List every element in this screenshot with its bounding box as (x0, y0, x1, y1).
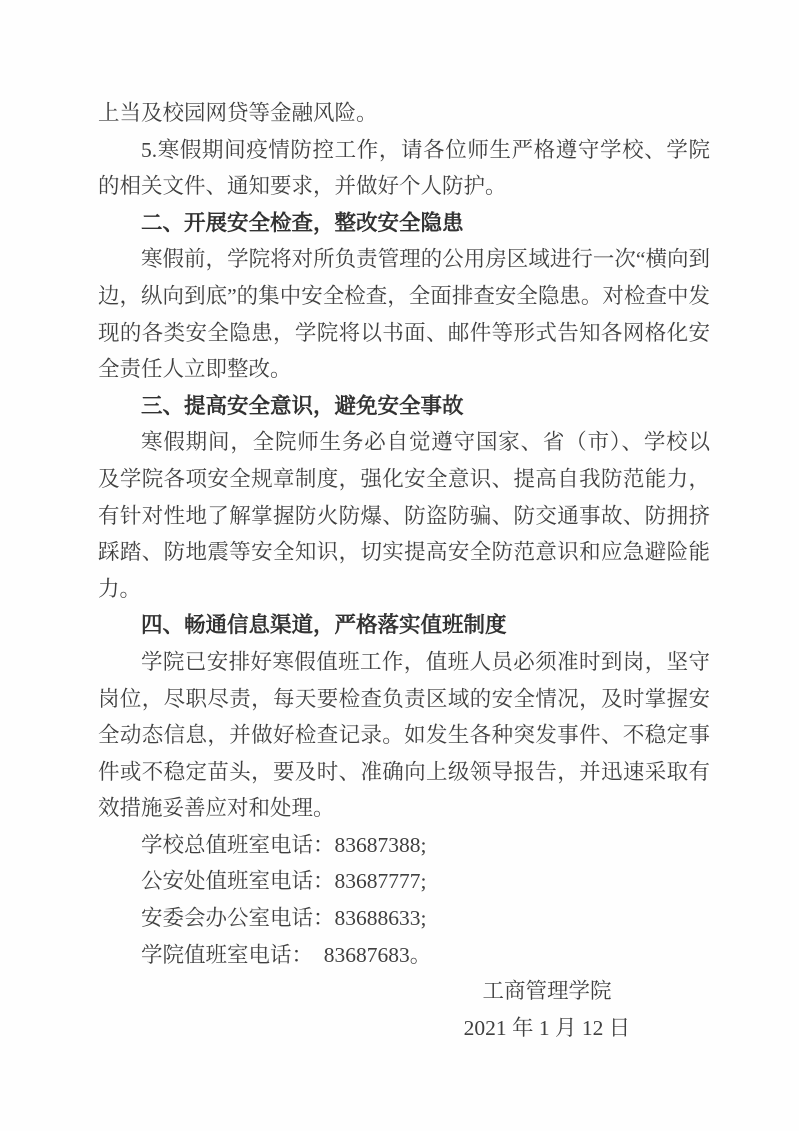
paragraph-continuation: 上当及校园网贷等金融风险。 (98, 101, 378, 125)
signature-date: 2021 年 1 月 12 日 (463, 1015, 631, 1040)
phone-line-college-duty-office: 学院值班室电话： 83687683。 (141, 942, 432, 967)
signature-block (392, 973, 702, 1046)
section-heading-3: 三、提高安全意识，避免安全事故 (141, 393, 464, 418)
paragraph-safety-awareness: 寒假期间，全院师生务必自觉遵守国家、省（市）、学校以及学院各项安全规章制度，强化安全意识、提高自我防范能力，有针对性地了解掌握防火防爆、防盗防骗、防交通事故、防拥挤踩踏、防地震等安全知识，切实提高安全防范意识和应急避险能力。 (98, 430, 710, 601)
document-content (98, 95, 710, 1046)
phone-line-school-duty-office: 学校总值班室电话：83687388; (141, 832, 427, 857)
phone-line-safety-committee-office: 安委会办公室电话：83688633; (141, 906, 427, 931)
paragraph-epidemic-prevention: 5.寒假期间疫情防控工作，请各位师生严格遵守学校、学院的相关文件、通知要求，并做好个人防护。 (98, 137, 710, 199)
paragraph-duty-system: 学院已安排好寒假值班工作，值班人员必须准时到岗，坚守岗位，尽职尽责，每天要检查负责区域的安全情况，及时掌握安全动态信息，并做好检查记录。如发生各种突发事件、不稳定事件或不稳定苗头，要及时、准确向上级领导报告，并迅速采取有效措施妥善应对和处理。 (98, 649, 710, 821)
section-heading-4: 四、畅通信息渠道，严格落实值班制度 (141, 613, 507, 638)
section-heading-2: 二、开展安全检查，整改安全隐患 (141, 210, 464, 235)
phone-line-security-office: 公安处值班室电话：83687777; (141, 869, 427, 894)
paragraph-safety-inspection: 寒假前，学院将对所负责管理的公用房区域进行一次“横向到边，纵向到底”的集中安全检查，全面排查安全隐患。对检查中发现的各类安全隐患，学院将以书面、邮件等形式告知各网格化安全责任人立即整改。 (98, 247, 710, 382)
signature-organization: 工商管理学院 (482, 979, 612, 1004)
